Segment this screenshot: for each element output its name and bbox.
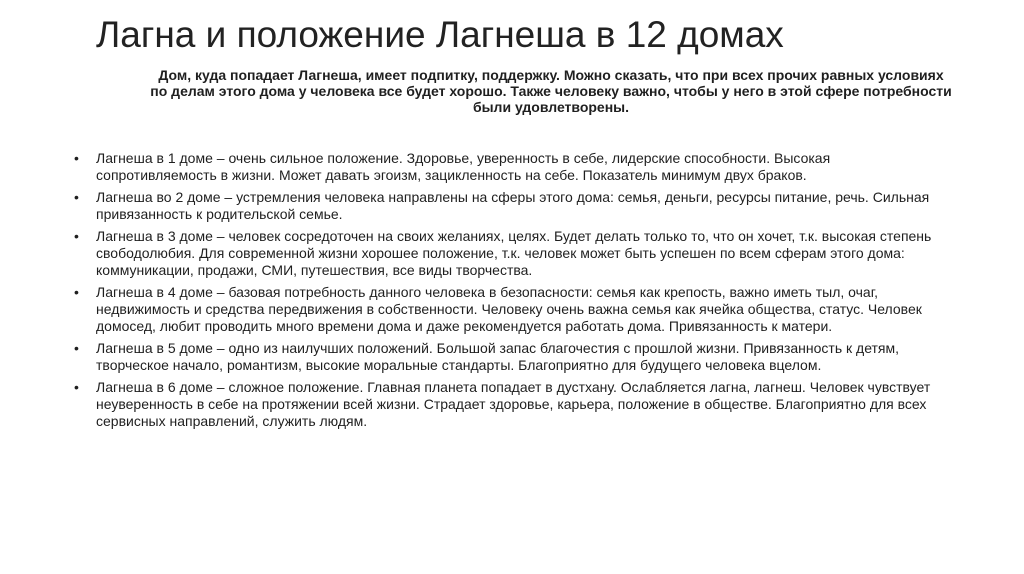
- slide-title: Лагна и положение Лагнеша в 12 домах: [96, 14, 784, 55]
- list-item-text: Лагнеша в 3 доме – человек сосредоточен на своих желаниях, целях. Будет делать только то, что он хочет, т.к. высокая степень свободолюбия. Для современной жизни хорошее положение, т.к. человек может быть успешен по всем сферам этого дома: коммуникации, продажи, СМИ, путешествия, все виды творчества.: [96, 228, 932, 278]
- list-item: [72, 228, 952, 279]
- list-item: [72, 189, 952, 223]
- bullet-icon: •: [74, 340, 79, 356]
- list-item-text: Лагнеша в 1 доме – очень сильное положение. Здоровье, уверенность в себе, лидерские способности. Высокая сопротивляемость в жизни. Может давать эгоизм, зацикленность на себе. Показатель минимум двух браков.: [96, 150, 831, 183]
- list-item-text: Лагнеша в 4 доме – базовая потребность данного человека в безопасности: семья как крепость, важно иметь тыл, очаг, недвижимость и средства передвижения в собственности. Человеку очень важна семья как ячейка общества, статус. Человек домосед, любит проводить много времени дома и даже рекомендуется работать дома. Привязанность к матери.: [96, 284, 922, 334]
- slide-subtitle: Дом, куда попадает Лагнеша, имеет подпитку, поддержку. Можно сказать, что при всех прочих равных условиях по делам этого дома у человека все будет хорошо. Также человеку важно, чтобы у него в этой сфере потребности были удовлетворены.: [150, 67, 952, 115]
- bullet-icon: •: [74, 284, 79, 300]
- bullet-icon: •: [74, 379, 79, 395]
- bullet-icon: •: [74, 150, 79, 166]
- list-item-text: Лагнеша во 2 доме – устремления человека направлены на сферы этого дома: семья, деньги, ресурсы питание, речь. Сильная привязанность к родительской семье.: [96, 189, 930, 222]
- bullet-icon: •: [74, 189, 79, 205]
- bullet-icon: •: [74, 228, 79, 244]
- list-item-text: Лагнеша в 6 доме – сложное положение. Главная планета попадает в дустхану. Ослабляется лагна, лагнеш. Человек чувствует неуверенность в себе на протяжении всей жизни. Страдает здоровье, карьера, положение в обществе. Благоприятно для всех сервисных направлений, служить людям.: [96, 379, 931, 429]
- list-item: [72, 150, 952, 184]
- list-item: [72, 340, 952, 374]
- list-item: [72, 379, 952, 430]
- list-item: [72, 284, 952, 335]
- bullet-list: [72, 150, 952, 435]
- list-item-text: Лагнеша в 5 доме – одно из наилучших положений. Большой запас благочестия с прошлой жизни. Привязанность к детям, творческое начало, романтизм, высокие моральные стандарты. Благоприятно для будущего человека вцелом.: [96, 340, 900, 373]
